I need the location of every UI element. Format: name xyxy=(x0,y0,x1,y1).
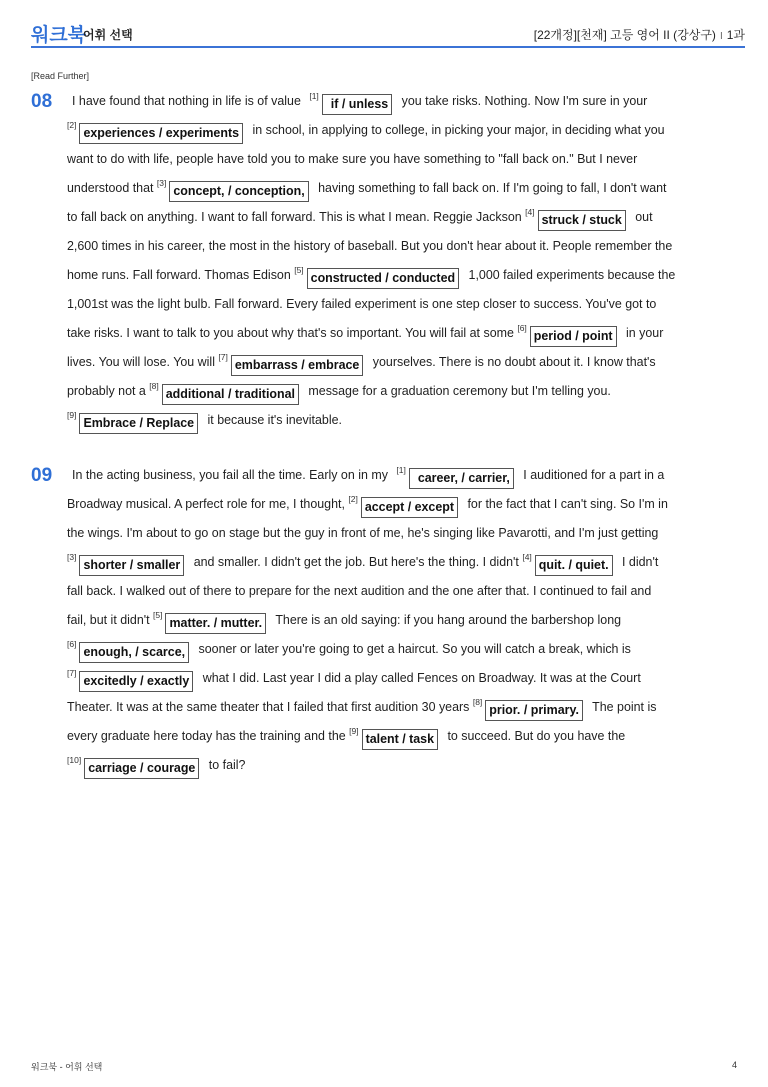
vocab-choice xyxy=(67,548,190,577)
question-09 xyxy=(31,461,747,780)
choice-box[interactable]: experiences / experiments xyxy=(79,123,243,144)
vocab-choice xyxy=(218,348,369,377)
passage-segment: understood that xyxy=(67,181,157,195)
passage-segment: to succeed. But do you have the xyxy=(444,729,626,743)
passage-line xyxy=(67,145,747,174)
passage-segment: fail, but it didn't xyxy=(67,613,154,627)
choice-box[interactable]: period / point xyxy=(530,326,617,347)
choice-box[interactable]: additional / traditional xyxy=(162,384,299,405)
passage-segment: The point is xyxy=(588,700,657,714)
passage-line xyxy=(67,519,747,548)
passage-line xyxy=(67,722,747,751)
blank-marker: [3] xyxy=(67,552,77,562)
page-number: 4 xyxy=(731,1060,737,1070)
passage-line xyxy=(67,319,747,348)
blank-marker: [4] xyxy=(522,552,532,562)
choice-box[interactable]: Embrace / Replace xyxy=(79,413,198,434)
passage-segment: fall back. I walked out of there to prepare for the next audition and the one after that. I continued to fail and xyxy=(67,584,652,598)
passage-segment: I auditioned for a part in a xyxy=(519,468,665,482)
vocab-choice xyxy=(391,461,519,490)
choice-box[interactable]: carriage / courage xyxy=(84,758,199,779)
passage-segment: yourselves. There is no doubt about it. I know that's xyxy=(369,355,656,369)
passage-line xyxy=(67,635,747,664)
blank-marker: [6] xyxy=(517,323,527,333)
passage-line xyxy=(67,377,747,406)
vocab-choice xyxy=(517,319,622,348)
blank-marker: [5] xyxy=(294,265,304,275)
passage-line xyxy=(67,116,747,145)
question-08 xyxy=(31,87,747,435)
passage-segment: out xyxy=(631,210,653,224)
blank-marker: [2] xyxy=(67,120,77,130)
vocab-choice xyxy=(294,261,465,290)
choice-box[interactable]: if / unless xyxy=(322,94,392,115)
passage-segment: every graduate here today has the training and the xyxy=(67,729,350,743)
choice-box[interactable]: matter. / mutter. xyxy=(165,613,266,634)
choice-box[interactable]: career, / carrier, xyxy=(409,468,514,489)
passage-segment: In the acting business, you fail all the time. Early on in my xyxy=(72,468,392,482)
vocab-choice xyxy=(67,664,199,693)
passage-segment: having something to fall back on. If I'm going to fall, I don't want xyxy=(314,181,667,195)
passage-segment: message for a graduation ceremony but I'm telling you. xyxy=(304,384,611,398)
blank-marker: [6] xyxy=(67,639,77,649)
blank-marker: [3] xyxy=(156,178,167,188)
choice-box[interactable]: concept, / conception, xyxy=(169,181,308,202)
vocab-choice xyxy=(525,203,632,232)
passage-line xyxy=(67,606,747,635)
vocab-choice xyxy=(522,548,618,577)
passage-segment: what I did. Last year I did a play called Fences on Broadway. It was at the Court xyxy=(199,671,641,685)
passage-segment: you take risks. Nothing. Now I'm sure in your xyxy=(398,94,648,108)
blank-marker: [7] xyxy=(67,668,77,678)
choice-box[interactable]: quit. / quiet. xyxy=(535,555,613,576)
choice-box[interactable]: excitedly / exactly xyxy=(79,671,193,692)
passage-segment: to fall back on anything. I want to fall forward. This is what I mean. Reggie Jackson xyxy=(67,210,526,224)
choice-box[interactable]: accept / except xyxy=(361,497,458,518)
passage-segment: I have found that nothing in life is of value xyxy=(72,94,305,108)
blank-marker: [9] xyxy=(349,726,359,736)
passage-segment: 2,600 times in his career, the most in the history of baseball. But you don't hear about it. People remember the xyxy=(67,239,673,253)
choice-box[interactable]: prior. / primary. xyxy=(485,700,583,721)
header-separator: I xyxy=(719,31,723,42)
course-info xyxy=(534,26,745,43)
passage-segment: for the fact that I can't sing. So I'm in xyxy=(464,497,668,511)
brand-title: 워크북 xyxy=(31,25,87,46)
passage-line xyxy=(67,548,747,577)
choice-box[interactable]: constructed / conducted xyxy=(307,268,459,289)
vocab-choice xyxy=(67,751,205,780)
passage-segment: the wings. I'm about to go on stage but the guy in front of me, he's singing like Pavarotti, and I'm just getting xyxy=(67,526,659,540)
blank-marker: [1] xyxy=(309,91,319,101)
question-number: 08 xyxy=(31,91,53,112)
passage-line xyxy=(67,693,747,722)
blank-marker: [7] xyxy=(218,352,228,362)
choice-box[interactable]: talent / task xyxy=(362,729,438,750)
blank-marker: [8] xyxy=(149,381,159,391)
passage-segment: it because it's inevitable. xyxy=(204,413,342,427)
passage-line xyxy=(67,174,747,203)
vocab-choice xyxy=(473,693,589,722)
footer-label: 워크북 - 어휘 선택 xyxy=(31,1062,103,1072)
passage-segment: Theater. It was at the same theater that I failed that first audition 30 years xyxy=(67,700,473,714)
course-title: [22개정][천재] 고등 영어 II (강상구) xyxy=(533,28,716,42)
vocab-choice xyxy=(349,722,444,751)
choice-box[interactable]: struck / stuck xyxy=(538,210,626,231)
passage-line xyxy=(67,290,747,319)
passage-segment: There is an old saying: if you hang around the barbershop long xyxy=(272,613,622,627)
vocab-choice xyxy=(67,635,195,664)
passage-text xyxy=(67,461,747,780)
passage-line xyxy=(67,232,747,261)
passage-line xyxy=(67,461,747,490)
blank-marker: [1] xyxy=(396,465,406,475)
passage-segment: home runs. Fall forward. Thomas Edison xyxy=(67,268,295,282)
passage-text xyxy=(67,87,747,435)
passage-line xyxy=(67,87,747,116)
passage-segment: I didn't xyxy=(618,555,659,569)
passage-line xyxy=(67,751,747,780)
blank-marker: [4] xyxy=(525,207,535,217)
page-header xyxy=(31,20,745,48)
passage-segment: lives. You will lose. You will xyxy=(67,355,219,369)
lesson-label: 1과 xyxy=(726,28,745,42)
vocab-choice xyxy=(149,377,305,406)
blank-marker: [2] xyxy=(348,494,358,504)
section-label: [Read Further] xyxy=(31,71,90,81)
blank-marker: [5] xyxy=(153,610,163,620)
passage-segment: 1,001st was the light bulb. Fall forward. Every failed experiment is one step closer to success. You've got to xyxy=(67,297,657,311)
passage-segment: 1,000 failed experiments because the xyxy=(465,268,676,282)
vocab-choice xyxy=(67,406,204,435)
passage-line xyxy=(67,664,747,693)
vocab-choice xyxy=(157,174,315,203)
passage-segment: Broadway musical. A perfect role for me, I thought, xyxy=(67,497,349,511)
choice-box[interactable]: embarrass / embrace xyxy=(231,355,363,376)
passage-line xyxy=(67,406,747,435)
passage-segment: in school, in applying to college, in picking your major, in deciding what you xyxy=(249,123,665,137)
passage-segment: want to do with life, people have told you to make sure you have something to "fall back on." But I never xyxy=(67,152,638,166)
passage-line xyxy=(67,490,747,519)
choice-box[interactable]: enough, / scarce, xyxy=(79,642,189,663)
passage-segment: in your xyxy=(622,326,664,340)
passage-segment: to fail? xyxy=(205,758,246,772)
passage-line xyxy=(67,203,747,232)
vocab-choice xyxy=(153,606,272,635)
passage-line xyxy=(67,261,747,290)
worksheet-type: 어휘 선택 xyxy=(83,28,133,42)
passage-segment: take risks. I want to talk to you about why that's so important. You will fail at some xyxy=(67,326,518,340)
passage-line xyxy=(67,348,747,377)
vocab-choice xyxy=(304,87,398,116)
blank-marker: [9] xyxy=(67,410,77,420)
vocab-choice xyxy=(348,490,464,519)
choice-box[interactable]: shorter / smaller xyxy=(79,555,184,576)
passage-segment: probably not a xyxy=(67,384,150,398)
vocab-choice xyxy=(67,116,249,145)
question-number: 09 xyxy=(31,465,53,486)
passage-segment: sooner or later you're going to get a haircut. So you will catch a break, which is xyxy=(195,642,631,656)
passage-segment: and smaller. I didn't get the job. But here's the thing. I didn't xyxy=(190,555,523,569)
blank-marker: [8] xyxy=(472,697,483,707)
passage-line xyxy=(67,577,747,606)
blank-marker: [10] xyxy=(67,755,82,765)
